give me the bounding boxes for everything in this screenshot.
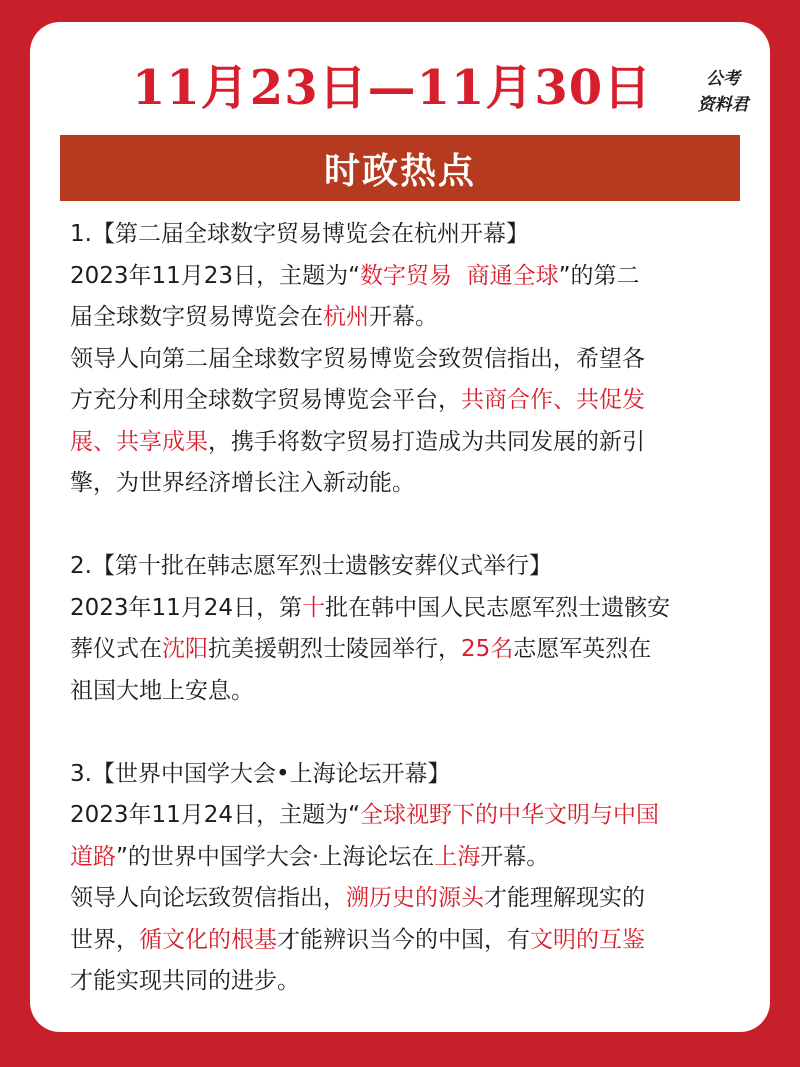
news-item-text: 方充分利用全球数字贸易博览会平台，共商合作、共促发 bbox=[70, 387, 645, 413]
highlight: 道路 bbox=[70, 843, 116, 870]
highlight: 沈阳 bbox=[162, 636, 208, 662]
highlight: 文明的互鉴 bbox=[530, 926, 645, 953]
news-item-text: 2023年11月23日，主题为“数字贸易 商通全球”的第二 bbox=[70, 262, 640, 289]
highlight: 循文化的根基 bbox=[139, 926, 277, 953]
news-item-text: 届全球数字贸易博览会在杭州开幕。 bbox=[70, 304, 438, 330]
brand-logo bbox=[688, 66, 758, 118]
highlight: 溯历史的源头 bbox=[346, 885, 484, 911]
news-item-text: 2023年11月24日，主题为“全球视野下的中华文明与中国 bbox=[70, 802, 659, 828]
date-range-title: 11月23日—11月30日 bbox=[132, 60, 653, 116]
news-item-title: 1.【第二届全球数字贸易博览会在杭州开幕】 bbox=[70, 221, 529, 247]
news-item-title: 2.【第十批在韩志愿军烈士遗骸安葬仪式举行】 bbox=[70, 553, 552, 579]
news-item-text: 展、共享成果，携手将数字贸易打造成为共同发展的新引 bbox=[70, 428, 645, 455]
brand-line-1: 公考 bbox=[706, 69, 740, 89]
highlight: 数字贸易 商通全球 bbox=[359, 262, 559, 289]
news-item-text: 祖国大地上安息。 bbox=[70, 677, 254, 704]
news-item-text: 道路”的世界中国学大会·上海论坛在上海开幕。 bbox=[70, 843, 550, 870]
highlight: 共商合作、共促发 bbox=[461, 387, 645, 413]
news-list bbox=[70, 214, 730, 1003]
news-item-text: 2023年11月24日，第十批在韩中国人民志愿军烈士遗骸安 bbox=[70, 594, 671, 621]
news-item-text: 世界，循文化的根基才能辨识当今的中国，有文明的互鉴 bbox=[70, 926, 645, 953]
highlight: 展、共享成果 bbox=[70, 428, 208, 455]
news-item-text: 葬仪式在沈阳抗美援朝烈士陵园举行，25名志愿军英烈在 bbox=[70, 636, 652, 662]
news-item-text: 才能实现共同的进步。 bbox=[70, 968, 300, 994]
news-item-title: 3.【世界中国学大会•上海论坛开幕】 bbox=[70, 760, 451, 787]
highlight: 上海 bbox=[434, 843, 481, 870]
highlight: 25名 bbox=[461, 636, 514, 662]
news-item-1 bbox=[70, 214, 730, 505]
highlight: 杭州 bbox=[323, 304, 369, 330]
news-item-2 bbox=[70, 546, 730, 712]
news-item-text: 领导人向论坛致贺信指出，溯历史的源头才能理解现实的 bbox=[70, 885, 645, 911]
highlight: 全球视野下的中华文明与中国 bbox=[359, 802, 659, 828]
brand-line-2: 资料君 bbox=[697, 95, 749, 115]
section-banner: 时政热点 bbox=[60, 135, 740, 201]
news-item-text: 领导人向第二届全球数字贸易博览会致贺信指出，希望各 bbox=[70, 345, 645, 372]
news-item-text: 擎，为世界经济增长注入新动能。 bbox=[70, 470, 415, 496]
highlight: 十 bbox=[302, 594, 326, 621]
news-item-3 bbox=[70, 754, 730, 1003]
